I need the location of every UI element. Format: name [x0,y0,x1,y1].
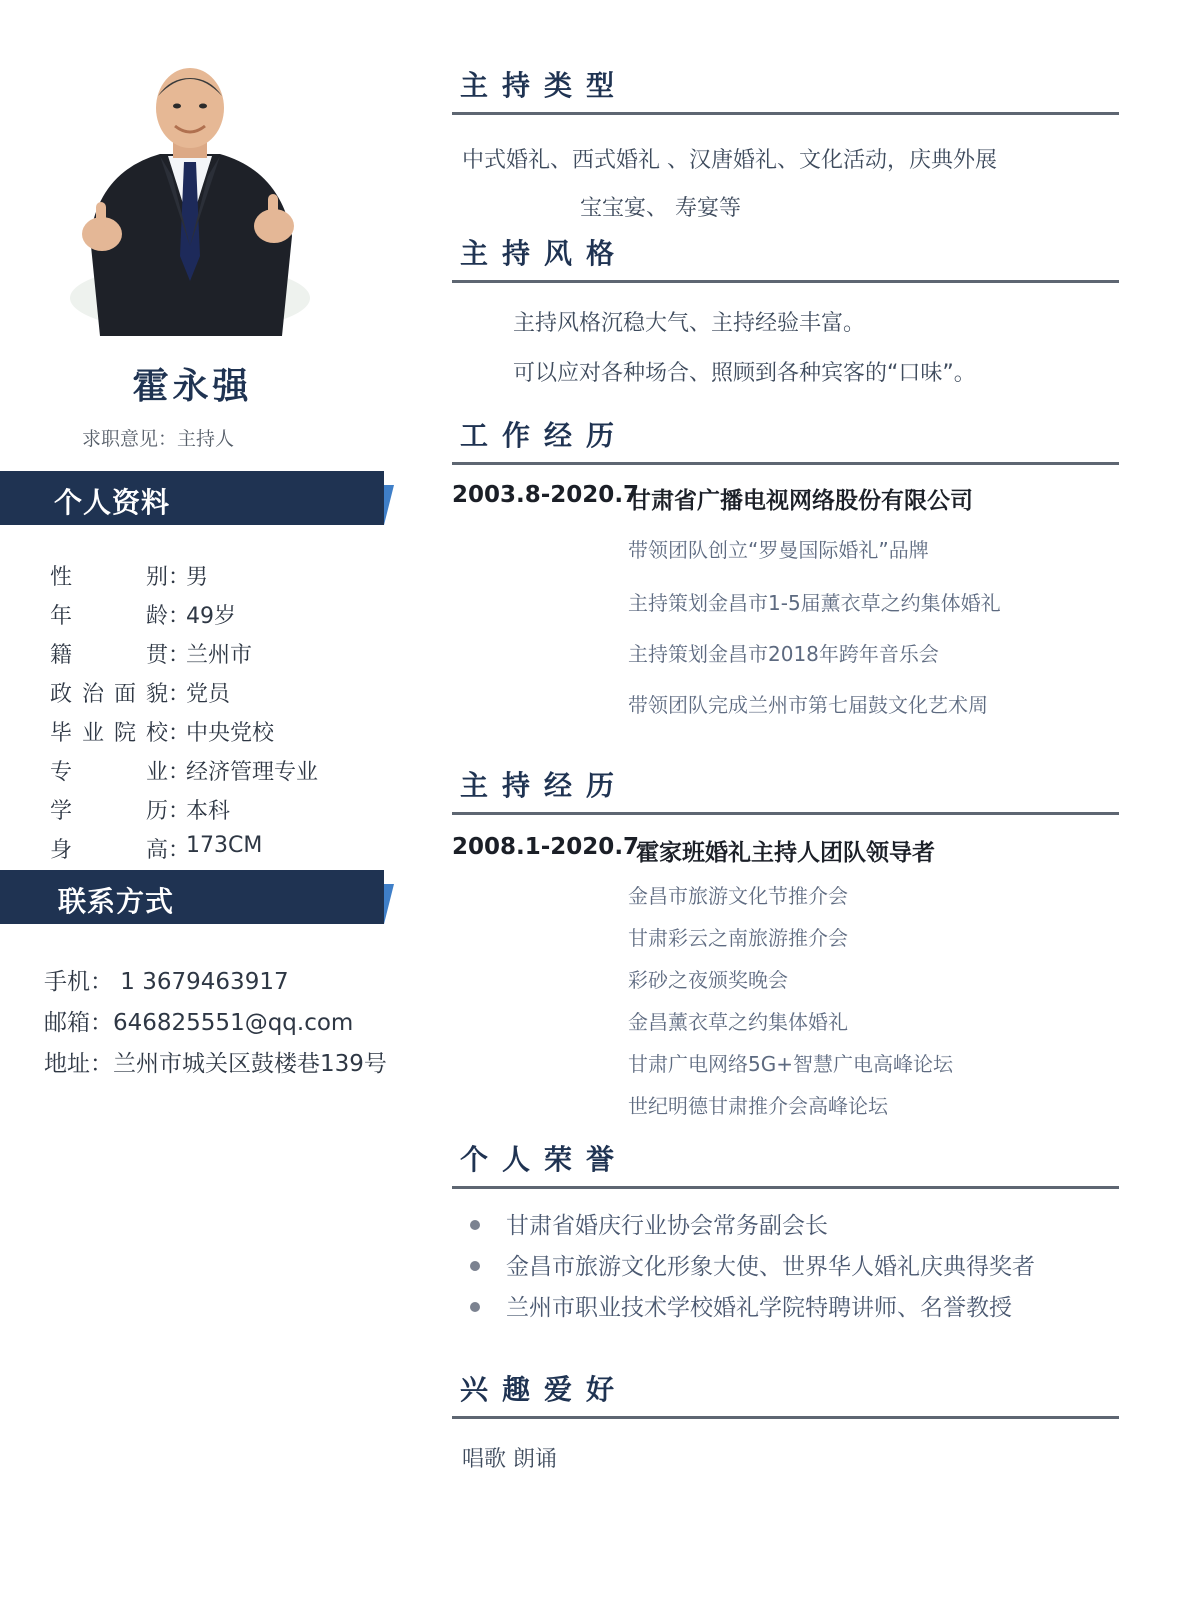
host-type-line-1: 中式婚礼、西式婚礼 、汉唐婚礼、文化活动，庆典外展 [462,148,997,173]
info-value: 本科 [186,799,231,824]
honor-item [470,1248,1035,1281]
section-divider [452,112,1119,115]
personal-info-title: 个人资料 [54,486,171,519]
section-title: 主持类型 [460,69,629,102]
hosting-item: 金昌薰衣草之约集体婚礼 [628,1010,848,1034]
info-row-political: 政治面貌 ： 党员 [50,677,318,716]
hosting-organization: 霍家班婚礼主持人团队领导者 [636,840,935,866]
hosting-item: 世纪明德甘肃推介会高峰论坛 [628,1094,888,1118]
section-honors [457,1138,1119,1184]
section-title: 工作经历 [460,419,629,452]
work-item: 带领团队完成兰州市第七届鼓文化艺术周 [628,693,988,717]
hosting-item: 甘肃广电网络5G+智慧广电高峰论坛 [628,1052,953,1076]
hobbies-text: 唱歌 朗诵 [462,1447,557,1472]
contact-address: 地址：兰州市城关区鼓楼巷139号 [44,1051,387,1077]
section-title: 主持经历 [460,769,629,802]
section-hosting-experience [457,764,1119,810]
work-item: 带领团队创立“罗曼国际婚礼”品牌 [628,538,929,562]
contact-email[interactable]: 邮箱：646825551@qq.com [44,1010,354,1036]
honor-item [470,1289,1012,1322]
section-divider [452,1186,1119,1189]
host-style-line-1: 主持风格沉稳大气、主持经验丰富。 [513,311,866,336]
hosting-item: 彩砂之夜颁奖晚会 [628,968,788,992]
info-row-height: 身高 ： 173CM [50,833,318,872]
bullet-icon [470,1220,480,1230]
contact-list [44,963,387,1086]
work-date: 2003.8-2020.7 [452,482,640,508]
section-title: 主持风格 [460,237,629,270]
section-host-type [457,64,1119,110]
bullet-icon [470,1302,480,1312]
info-label: 毕业院校 [50,721,168,746]
job-objective: 求职意见：主持人 [82,428,235,450]
info-label: 专业 [50,760,168,785]
info-label: 年龄 [50,604,168,629]
work-item: 主持策划金昌市2018年跨年音乐会 [628,642,939,666]
info-label: 性别 [50,565,168,590]
section-hobbies [457,1368,1119,1414]
section-work-experience [457,414,1119,460]
candidate-name: 霍永强 [132,366,253,407]
info-value: 49岁 [186,604,236,629]
info-label: 籍贯 [50,643,168,668]
honor-text: 金昌市旅游文化形象大使、世界华人婚礼庆典得奖者 [506,1254,1035,1280]
info-value: 男 [186,565,209,590]
contact-phone[interactable]: 手机： 1 3679463917 [44,969,289,995]
honor-text: 兰州市职业技术学校婚礼学院特聘讲师、名誉教授 [506,1295,1012,1321]
bullet-icon [470,1261,480,1271]
honor-text: 甘肃省婚庆行业协会常务副会长 [506,1213,828,1239]
info-value: 党员 [186,682,231,707]
section-divider [452,462,1119,465]
info-value: 经济管理专业 [186,760,319,785]
info-row-gender: 性别 ： 男 [50,560,318,599]
info-value: 173CM [186,833,263,858]
info-row-education: 学历 ： 本科 [50,794,318,833]
host-type-line-2: 宝宝宴、 寿宴等 [580,196,741,221]
info-value: 中央党校 [186,721,275,746]
section-divider [452,1416,1119,1419]
host-style-line-2: 可以应对各种场合、照顾到各种宾客的“口味”。 [513,361,976,386]
info-row-age: 年龄 ： 49岁 [50,599,318,638]
hosting-date: 2008.1-2020.7 [452,834,640,860]
info-label: 政治面貌 [50,682,168,707]
section-host-style [457,232,1119,278]
portrait-photo [60,66,320,336]
personal-info-list [50,560,318,872]
info-label: 学历 [50,799,168,824]
section-title: 个人荣誉 [460,1143,629,1176]
hosting-item: 金昌市旅游文化节推介会 [628,884,848,908]
personal-info-banner [0,471,408,527]
work-item: 主持策划金昌市1-5届薰衣草之约集体婚礼 [628,591,1001,615]
section-divider [452,280,1119,283]
section-title: 兴趣爱好 [460,1373,629,1406]
contact-title: 联系方式 [58,885,175,918]
work-organization: 甘肃省广播电视网络股份有限公司 [628,488,973,514]
info-row-major: 专业 ： 经济管理专业 [50,755,318,794]
info-value: 兰州市 [186,643,253,668]
honor-item [470,1207,828,1240]
info-label: 身高 [50,838,168,863]
info-row-hometown: 籍贯 ： 兰州市 [50,638,318,677]
hosting-item: 甘肃彩云之南旅游推介会 [628,926,848,950]
contact-banner [0,870,408,926]
info-row-school: 毕业院校 ： 中央党校 [50,716,318,755]
section-divider [452,812,1119,815]
